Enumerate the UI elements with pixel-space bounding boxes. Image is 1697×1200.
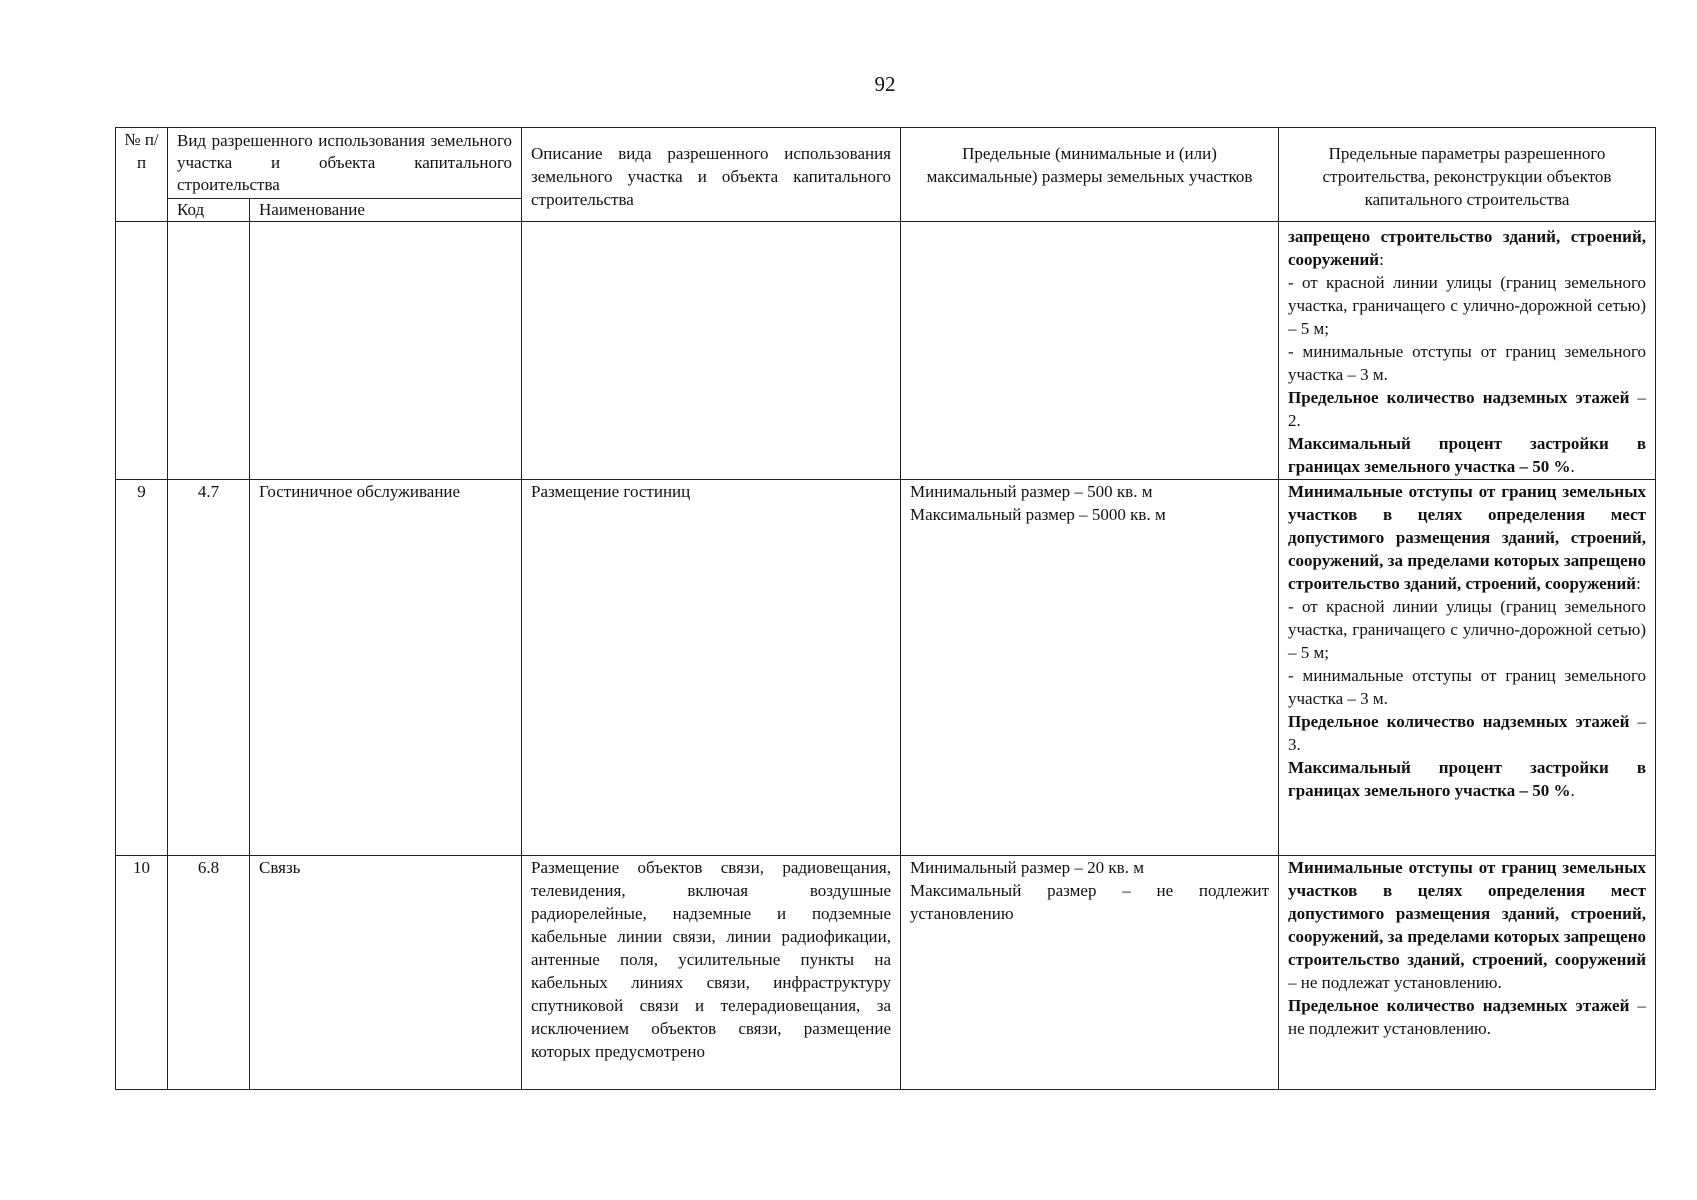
params-p4-bold: Предельное количество надземных этажей	[1288, 996, 1630, 1015]
row-size-max: Максимальный размер – 5000 кв. м	[910, 505, 1166, 524]
header-name: Наименование	[250, 199, 522, 222]
params-p1-bold: Минимальные отступы от границ земельных участков в целях определения мест допустимого размещения зданий, строений, сооружений, за пределами которых запрещено строительство зданий, строений, сооружений	[1288, 482, 1646, 593]
params-p3: - минимальные отступы от границ земельного участка – 3 м.	[1288, 342, 1646, 384]
header-num: № п/п	[116, 128, 168, 222]
params-p1	[1288, 225, 1646, 271]
header-sizes: Предельные (минимальные и (или) максимальные) размеры земельных участков	[901, 128, 1279, 222]
params-p1-rest: :	[1636, 574, 1641, 593]
row-size-max: Максимальный размер – не подлежит установлению	[910, 881, 1269, 923]
params-p5-bold: Максимальный процент застройки в границах земельного участка – 50 %	[1288, 434, 1646, 476]
row-num: 10	[116, 856, 168, 1090]
params-p4-bold: Предельное количество надземных этажей	[1288, 388, 1630, 407]
row-code: 6.8	[168, 856, 250, 1090]
params-p1-bold: Минимальные отступы от границ земельных участков в целях определения мест допустимого размещения зданий, строений, сооружений, за пределами которых запрещено строительство зданий, строений, сооружений	[1288, 858, 1646, 969]
header-description: Описание вида разрешенного использования земельного участка и объекта капитального строительства	[522, 128, 901, 222]
params-p4-bold: Предельное количество надземных этажей	[1288, 712, 1630, 731]
params-p4-rest: – не подлежит установлению.	[1288, 996, 1647, 1038]
row-params	[1279, 856, 1656, 1090]
row-num: 9	[116, 480, 168, 856]
params-p4-rest: – 3.	[1288, 712, 1647, 754]
table-row	[116, 856, 1656, 1090]
row-size-min: Минимальный размер – 500 кв. м	[910, 482, 1153, 501]
row-code	[168, 222, 250, 480]
row-name: Гостиничное обслуживание	[250, 480, 522, 856]
table-row	[116, 222, 1656, 480]
params-p3: - минимальные отступы от границ земельного участка – 3 м.	[1288, 666, 1646, 708]
row-description	[522, 222, 901, 480]
header-group: Вид разрешенного использования земельного участка и объекта капитального строительства	[168, 128, 522, 199]
row-num	[116, 222, 168, 480]
params-p5-bold: Максимальный процент застройки в границах земельного участка – 50 %	[1288, 758, 1646, 800]
row-sizes	[901, 480, 1279, 856]
row-sizes	[901, 222, 1279, 480]
row-description: Размещение объектов связи, радиовещания, телевидения, включая воздушные радиорелейные, надземные и подземные кабельные линии связи, линии радиофикации, антенные поля, усилительные пункты на кабельных линиях связи, инфраструктуру спутниковой связи и телерадиовещания, за исключением объектов связи, размещение которых предусмотрено	[522, 856, 901, 1090]
params-p5-rest: .	[1570, 457, 1575, 476]
row-params	[1279, 480, 1656, 856]
params-p5	[1288, 432, 1646, 478]
land-use-table	[115, 127, 1656, 1090]
params-p1-rest: :	[1379, 250, 1384, 269]
row-sizes	[901, 856, 1279, 1090]
params-p2: - от красной линии улицы (границ земельного участка, граничащего с улично-дорожной сетью) – 5 м;	[1288, 597, 1646, 662]
params-p4	[1288, 386, 1646, 432]
table-header-row	[116, 128, 1656, 199]
params-p1-rest: – не подлежат установлению.	[1288, 973, 1502, 992]
row-name: Связь	[250, 856, 522, 1090]
params-p1-bold: запрещено строительство зданий, строений, сооружений	[1288, 227, 1646, 269]
params-p5-rest: .	[1570, 781, 1575, 800]
params-p1	[1288, 480, 1646, 595]
params-p5	[1288, 756, 1646, 802]
params-p1	[1288, 856, 1646, 994]
header-params: Предельные параметры разрешенного строительства, реконструкции объектов капитального строительства	[1279, 128, 1656, 222]
params-p4	[1288, 710, 1646, 756]
params-p4	[1288, 994, 1646, 1040]
page-number: 92	[874, 72, 896, 96]
table-row	[116, 480, 1656, 856]
params-p2: - от красной линии улицы (границ земельного участка, граничащего с улично-дорожной сетью) – 5 м;	[1288, 273, 1646, 338]
row-size-min: Минимальный размер – 20 кв. м	[910, 858, 1144, 877]
row-code: 4.7	[168, 480, 250, 856]
row-description: Размещение гостиниц	[522, 480, 901, 856]
row-name	[250, 222, 522, 480]
params-p4-rest: – 2.	[1288, 388, 1647, 430]
header-code: Код	[168, 199, 250, 222]
row-params	[1279, 222, 1656, 480]
